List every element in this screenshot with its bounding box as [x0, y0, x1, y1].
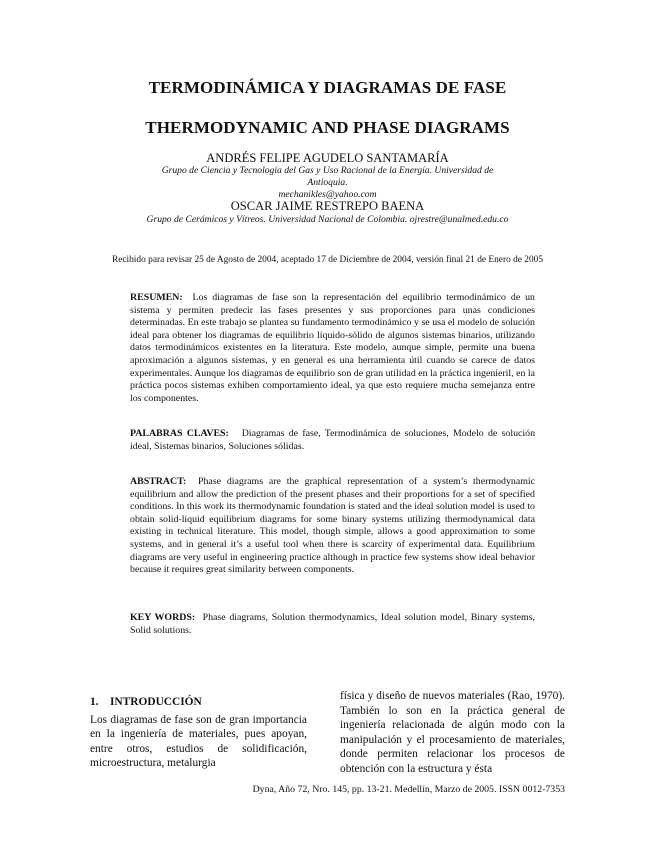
- body-column-left: [90, 695, 307, 771]
- keywords-text: Phase diagrams, Solution thermodynamics, Ideal solution model, Binary systems, Solid solutions.: [130, 612, 536, 636]
- section-number: 1.: [90, 696, 99, 708]
- intro-paragraph-right: física y diseño de nuevos materiales (Rao, 1970). También lo son en la práctica general de ingeniería relacionada de algún modo con la manipulación y el procesamiento de materiales, donde permiten relacionar los procesos de obtención con la estructura y ésta: [340, 690, 565, 775]
- keywords-label: KEY WORDS:: [130, 612, 196, 623]
- author-2-affiliation: Grupo de Cerámicos y Vítreos. Universidad Nacional de Colombia. ojrestre@unalmed.edu.co: [146, 214, 509, 225]
- resumen-label: RESUMEN:: [130, 292, 183, 303]
- title-english: THERMODYNAMIC AND PHASE DIAGRAMS: [145, 118, 510, 137]
- journal-footer: Dyna, Año 72, Nro. 145, pp. 13-21. Medellín, Marzo de 2005. ISSN 0012-7353: [252, 784, 565, 795]
- abstract-block: [130, 476, 535, 577]
- author-2-name: OSCAR JAIME RESTREPO BAENA: [230, 199, 425, 213]
- received-dates: Recibido para revisar 25 de Agosto de 2004, aceptado 17 de Diciembre de 2004, versión final 21 de Enero de 2005: [111, 255, 544, 265]
- author-1-name: ANDRÉS FELIPE AGUDELO SANTAMARÍA: [206, 151, 449, 165]
- author-1-affiliation-text: Grupo de Ciencia y Tecnología del Gas y Uso Racional de la Energía. Universidad de Antioquia.: [161, 165, 494, 188]
- palabras-claves-text: Diagramas de fase, Termodinámica de soluciones, Modelo de solución ideal, Sistemas binarios, Soluciones sólidas.: [130, 428, 536, 452]
- abstract-text: Phase diagrams are the graphical representation of a system’s thermodynamic equilibrium and allow the prediction of the present phases and their proportions for a set of specified conditions. In this work its thermodynamic foundation is stated and the ideal solution model is used to obtain solid-liquid equilibrium diagrams for some binary systems utilizing thermodynamical data existing in technical literature. This model, though simple, allows a good approximation to some systems, and in general it’s a useful tool when there is scarcity of experimental data. Equilibrium diagrams are very useful in engineering practice although in practice few systems show ideal behavior because it requires great similarity between components.: [130, 476, 536, 576]
- resumen-block: [130, 292, 535, 405]
- title-spanish: TERMODINÁMICA Y DIAGRAMAS DE FASE: [148, 78, 507, 97]
- keywords-block: [130, 612, 535, 637]
- abstract-label: ABSTRACT:: [130, 476, 187, 487]
- body-column-right: [340, 689, 565, 777]
- palabras-claves-block: [130, 428, 535, 453]
- palabras-claves-label: PALABRAS CLAVES:: [130, 428, 229, 439]
- author-1-email[interactable]: mechanikles@yahoo.com: [278, 189, 377, 200]
- section-title: INTRODUCCIÓN: [110, 696, 202, 708]
- section-heading: [90, 695, 307, 710]
- resumen-text: Los diagramas de fase son la representación del equilibrio termodinámico de un sistema y permiten predecir las fases presentes y sus proporciones para unas condiciones determinadas. En este trabajo se plantea su fundamento termodinámico y se usa el modelo de solución ideal para obtener los diagramas de equilibrio líquido-sólido de algunos sistemas binarios, utilizando datos termodinámicos existentes en la literatura. Este modelo, aunque simple, permite una buena aproximación a algunos sistemas, y en general es una herramienta útil cuando se carece de datos experimentales. Aunque los diagramas de equilibrio son de gran utilidad en la práctica ingenieril, en la práctica pocos sistemas exhiben comportamiento ideal, ya que esto requiere mucha semejanza entre los componentes.: [130, 292, 536, 404]
- intro-paragraph-left: Los diagramas de fase son de gran importancia en la ingeniería de materiales, pues apoyan, entre otros, estudios de solidificación, microestructura, metalurgia: [90, 713, 307, 770]
- author-1-affiliation: [150, 165, 505, 201]
